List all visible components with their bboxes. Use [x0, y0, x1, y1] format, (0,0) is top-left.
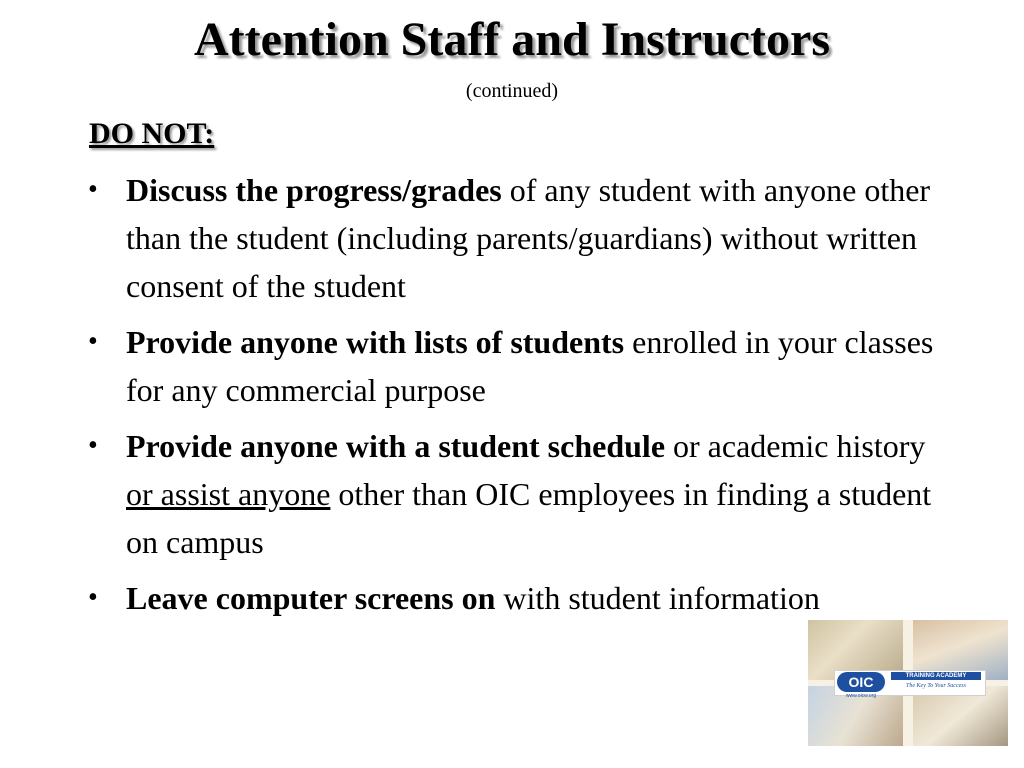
bullet-item — [88, 574, 938, 622]
bullet-text: of any student with anyone other than the student (including parents/guardians) without written consent of the student — [126, 172, 931, 304]
section-heading: DO NOT: — [89, 117, 215, 150]
logo-tagline: The Key To Your Success — [906, 683, 966, 689]
oic-logo-collage — [808, 620, 1008, 746]
bullet-underlined-text: or assist anyone — [126, 476, 331, 512]
bullet-icon: • — [88, 582, 98, 613]
bullet-list — [88, 166, 938, 630]
oic-logo-mark: OIC — [837, 672, 885, 692]
bullet-emphasis: Leave computer screens on — [126, 580, 496, 616]
bullet-emphasis: Provide anyone with a student schedule — [126, 428, 666, 464]
bullet-icon: • — [88, 174, 98, 205]
bullet-emphasis: Discuss the progress/grades — [126, 172, 502, 208]
bullet-emphasis: Provide anyone with lists of students — [126, 324, 625, 360]
slide-subtitle: (continued) — [465, 80, 559, 102]
slide-title: Attention Staff and Instructors — [194, 13, 830, 66]
bullet-icon: • — [88, 430, 98, 461]
bullet-item — [88, 318, 938, 414]
bullet-text: other than OIC employees in finding a student on campus — [126, 476, 932, 560]
bullet-item — [88, 422, 938, 566]
bullet-text: or academic history — [665, 428, 926, 464]
oic-logo — [834, 670, 986, 699]
logo-url: www.oicw.org — [845, 693, 877, 699]
logo-banner: TRAINING ACADEMY — [891, 672, 981, 680]
bullet-text: with student information — [495, 580, 820, 616]
bullet-icon: • — [88, 326, 98, 357]
bullet-text: enrolled in your classes for any commercial purpose — [126, 324, 934, 408]
bullet-item — [88, 166, 938, 310]
